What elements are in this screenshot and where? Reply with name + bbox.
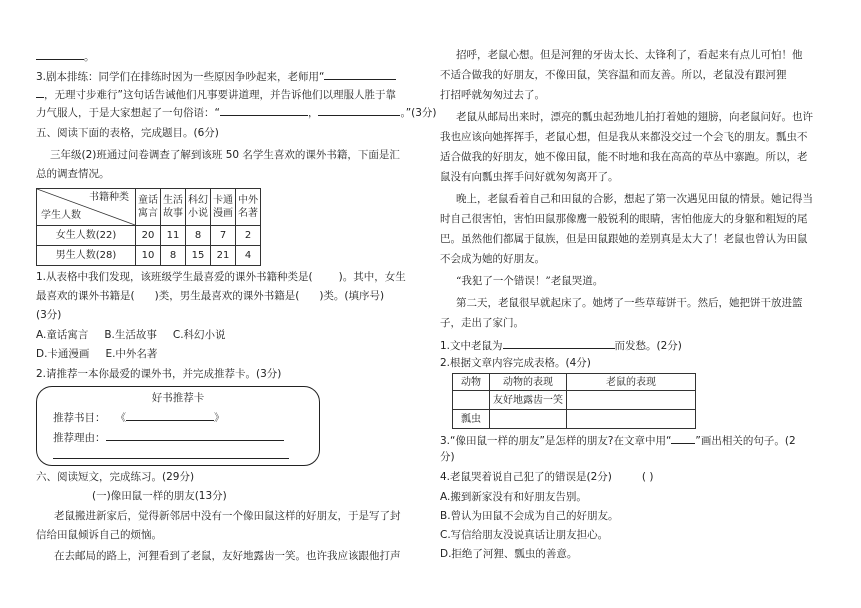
answer-cell[interactable] [567, 391, 696, 410]
underline-sample [671, 432, 695, 444]
table-row [37, 226, 261, 246]
q1-options-2: D.卡通漫画 E.中外名著 [36, 348, 158, 360]
corner-top-label: 书籍种类 [89, 192, 129, 203]
cell: 2 [236, 226, 261, 246]
table-row [453, 410, 696, 429]
story-paragraph: 巴。虽然他们都属于鼠族，但是田鼠跟她的差别真是太大了！老鼠也曾认为田鼠 [440, 233, 808, 245]
reading-q4-option-b[interactable]: B.曾认为田鼠不会成为自己的好朋友。 [440, 510, 619, 522]
story-paragraph: 时自己很害怕，害怕田鼠那像鹰一般锐利的眼睛，害怕他庞大的身躯和粗短的尾 [440, 213, 808, 225]
table-corner [37, 189, 136, 226]
col-header: 老鼠的表现 [567, 374, 696, 391]
answer-paren[interactable]: ( ) [641, 471, 654, 483]
cell: 21 [211, 246, 236, 266]
book-title-blank[interactable] [126, 409, 214, 421]
row-label: 男生人数(28) [37, 246, 136, 266]
q2-prompt: 2.请推荐一本你最爱的课外书，并完成推荐卡。(3分) [36, 368, 282, 380]
story-paragraph: “我犯了一个错误！”老鼠哭道。 [456, 275, 604, 287]
book-recommend-card [36, 386, 320, 466]
col-header: 生活 故事 [161, 189, 186, 226]
behavior-table [452, 373, 696, 429]
col-header: 动物 [453, 374, 490, 391]
reading-q4-option-d[interactable]: D.拒绝了河狸、瓢虫的善意。 [440, 548, 578, 560]
story-paragraph: 鼠没有向瓢虫挥手问好就匆匆离开了。 [440, 171, 619, 183]
story-paragraph: 第二天，老鼠很早就起床了。她烤了一些草莓饼干。然后，她把饼干放进篮 [456, 297, 803, 309]
card-book-row: 推荐书目： 《 》 [53, 409, 225, 425]
answer-blank[interactable] [36, 48, 84, 60]
q3-line-3: 力气服人，于是大家想起了一句俗语：“ ， 。”(3分) [36, 104, 437, 120]
story-paragraph: 信给田鼠倾诉自己的烦恼。 [36, 529, 162, 541]
col-header: 科幻 小说 [186, 189, 211, 226]
story-paragraph: 招呼，老鼠心想。但是河狸的牙齿太长、太锋利了，看起来有点儿可怕！他 [456, 49, 803, 61]
story-paragraph: 适合做我的好朋友，她不像田鼠，能不时地和我在高高的草丛中寨跑。所以，老 [440, 151, 808, 163]
survey-table [36, 188, 261, 266]
reading-q3-line-2: 分) [440, 451, 455, 463]
reading-q3-line-1: 3.“像田鼠一样的朋友”是怎样的朋友?在文章中用“ ”画出相关的句子。(2 [440, 432, 796, 448]
story-paragraph: 老鼠搬进新家后，觉得新邻居中没有一个像田鼠这样的好朋友，于是写了封 [54, 510, 401, 522]
col-header: 卡通 漫画 [211, 189, 236, 226]
col-header: 童话 寓言 [136, 189, 161, 226]
section-5-title: 五、阅读下面的表格，完成题目。(6分) [36, 127, 219, 139]
card-reason-row: 推荐理由： [53, 429, 284, 445]
cell: 20 [136, 226, 161, 246]
col-header: 动物的表现 [490, 374, 567, 391]
cell: 瓢虫 [453, 410, 490, 429]
corner-bottom-label: 学生人数 [41, 210, 81, 221]
q1-score: (3分) [36, 309, 62, 321]
answer-blank[interactable] [503, 337, 615, 349]
q3-line-2: ，无理寸步难行”这句话告诫他们凡事要讲道理，并告诉他们以理服人胜于靠 [36, 86, 396, 102]
reading-q4: 4.老鼠哭着说自己犯了的错误是(2分) ( ) [440, 471, 654, 483]
answer-blank[interactable] [318, 104, 400, 116]
answer-blank[interactable] [220, 104, 308, 116]
answer-cell[interactable] [490, 410, 567, 429]
story-paragraph: 子，走出了家门。 [440, 317, 524, 329]
cell: 4 [236, 246, 261, 266]
cell: 8 [161, 246, 186, 266]
reason-blank[interactable] [106, 429, 284, 441]
story-title: (一)像田鼠一样的朋友(13分) [92, 490, 227, 502]
card-title: 好书推荐卡 [151, 392, 205, 404]
table-row [453, 391, 696, 410]
section-5-intro-2: 总的调查情况。 [36, 168, 110, 180]
cell: 8 [186, 226, 211, 246]
story-paragraph: 打招呼就匆匆过去了。 [440, 89, 545, 101]
cell: 10 [136, 246, 161, 266]
top-blank-line: 。 [36, 48, 95, 64]
reading-q2: 2.根据文章内容完成表格。(4分) [440, 357, 591, 369]
reading-q4-option-c[interactable]: C.写信给朋友没说真话让朋友担心。 [440, 529, 609, 541]
answer-blank[interactable] [36, 86, 44, 98]
reading-q4-option-a[interactable]: A.搬到新家没有和好朋友告别。 [440, 491, 587, 503]
answer-cell[interactable] [453, 391, 490, 410]
story-paragraph: 不适合做我的好朋友，不像田鼠，笑容温和而友善。所以，老鼠没有跟河狸 [440, 69, 787, 81]
q3-line-1: 3.剧本排练：同学们在排练时因为一些原因争吵起来，老师用“ [36, 68, 396, 84]
story-paragraph: 在去邮局的路上，河狸看到了老鼠，友好地露齿一笑。也许我应该跟他打声 [54, 550, 401, 562]
story-paragraph: 老鼠从邮局出来时，漂亮的瓢虫起劲地儿拍打着她的翅膀，向老鼠问好。也许 [456, 111, 813, 123]
cell: 7 [211, 226, 236, 246]
story-paragraph: 晚上，老鼠看着自己和田鼠的合影，想起了第一次遇见田鼠的情景。她记得当 [456, 193, 813, 205]
section-6-title: 六、阅读短文，完成练习。(29分) [36, 471, 195, 483]
col-header: 中外 名著 [236, 189, 261, 226]
q1-options-1: A.童话寓言 B.生活故事 C.科幻小说 [36, 329, 226, 341]
cell: 15 [186, 246, 211, 266]
row-label: 女生人数(22) [37, 226, 136, 246]
reason-blank[interactable] [53, 447, 289, 459]
answer-blank[interactable] [324, 68, 396, 80]
story-paragraph: 我也应该向她挥挥手，老鼠心想，但是我从来都没交过一个会飞的朋友。瓢虫不 [440, 131, 808, 143]
q1-line-2: 最喜欢的课外书籍是( )类，男生最喜欢的课外书籍是( )类。(填序号) [36, 290, 385, 302]
card-reason-row-2 [53, 447, 289, 463]
cell: 11 [161, 226, 186, 246]
answer-cell[interactable] [567, 410, 696, 429]
reading-q1: 1.文中老鼠为 而发愁。(2分) [440, 337, 682, 353]
table-row [37, 246, 261, 266]
section-5-intro-1: 三年级(2)班通过问卷调查了解到该班 50 名学生喜欢的课外书籍，下面是汇 [50, 149, 400, 161]
cell: 友好地露齿一笑 [490, 391, 567, 410]
q1-line-1: 1.从表格中我们发现，该班级学生最喜爱的课外书籍种类是( )。其中，女生 [36, 271, 406, 283]
story-paragraph: 不会成为她的好朋友。 [440, 253, 545, 265]
